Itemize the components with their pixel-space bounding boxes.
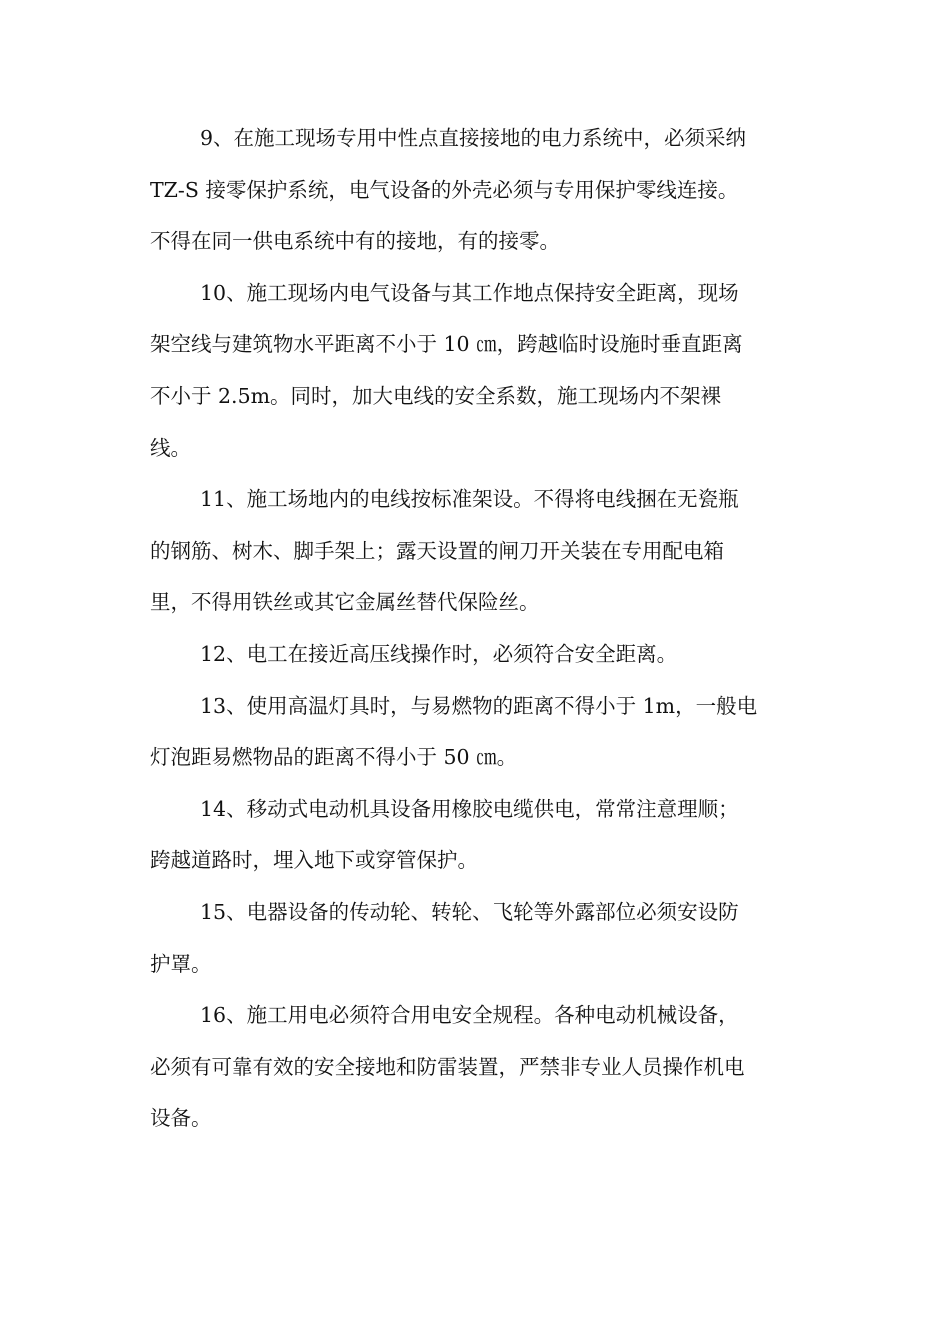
text-line: 14、移动式电动机具设备用橡胶电缆供电，常常注意理顺；: [200, 796, 739, 821]
document-page: [150, 113, 800, 1145]
text-line: 设备。: [150, 1106, 212, 1131]
text-line: 10、施工现场内电气设备与其工作地点保持安全距离，现场: [200, 280, 739, 305]
text-line: 11、施工场地内的电线按标准架设。不得将电线捆在无瓷瓶: [200, 487, 739, 512]
text-line: 不得在同一供电系统中有的接地，有的接零。: [150, 229, 560, 254]
text-line: 9、在施工现场专用中性点直接接地的电力系统中，必须采纳: [200, 126, 747, 150]
text-line: 12、电工在接近高压线操作时，必须符合安全距离。: [200, 641, 678, 666]
paragraph-13: [150, 681, 800, 784]
paragraph-12: [150, 629, 800, 681]
text-line: 灯泡距易燃物品的距离不得小于 50 ㎝。: [150, 745, 518, 770]
text-line: 线。: [150, 435, 191, 460]
paragraph-14: [150, 784, 800, 887]
text-line: 15、电器设备的传动轮、转轮、飞轮等外露部位必须安设防: [200, 899, 739, 924]
text-line: 里，不得用铁丝或其它金属丝替代保险丝。: [150, 590, 540, 615]
text-line: 16、施工用电必须符合用电安全规程。各种电动机械设备，: [200, 1003, 739, 1028]
text-line: 13、使用高温灯具时，与易燃物的距离不得小于 1m，一般电: [200, 693, 758, 718]
paragraph-16: [150, 990, 800, 1145]
paragraph-15: [150, 887, 800, 990]
paragraph-10: [150, 268, 800, 474]
paragraph-9: [150, 113, 800, 268]
text-line: 必须有可靠有效的安全接地和防雷装置，严禁非专业人员操作机电: [150, 1054, 745, 1079]
text-line: 跨越道路时，埋入地下或穿管保护。: [150, 848, 478, 873]
text-line: TZ-S 接零保护系统，电气设备的外壳必须与专用保护零线连接。: [150, 177, 739, 202]
paragraph-11: [150, 474, 800, 629]
text-line: 的钢筋、树木、脚手架上；露天设置的闸刀开关装在专用配电箱: [150, 538, 724, 563]
text-line: 不小于 2.5m。同时，加大电线的安全系数，施工现场内不架裸: [150, 383, 722, 408]
text-line: 护罩。: [150, 951, 212, 976]
text-line: 架空线与建筑物水平距离不小于 10 ㎝，跨越临时设施时垂直距离: [150, 332, 743, 357]
